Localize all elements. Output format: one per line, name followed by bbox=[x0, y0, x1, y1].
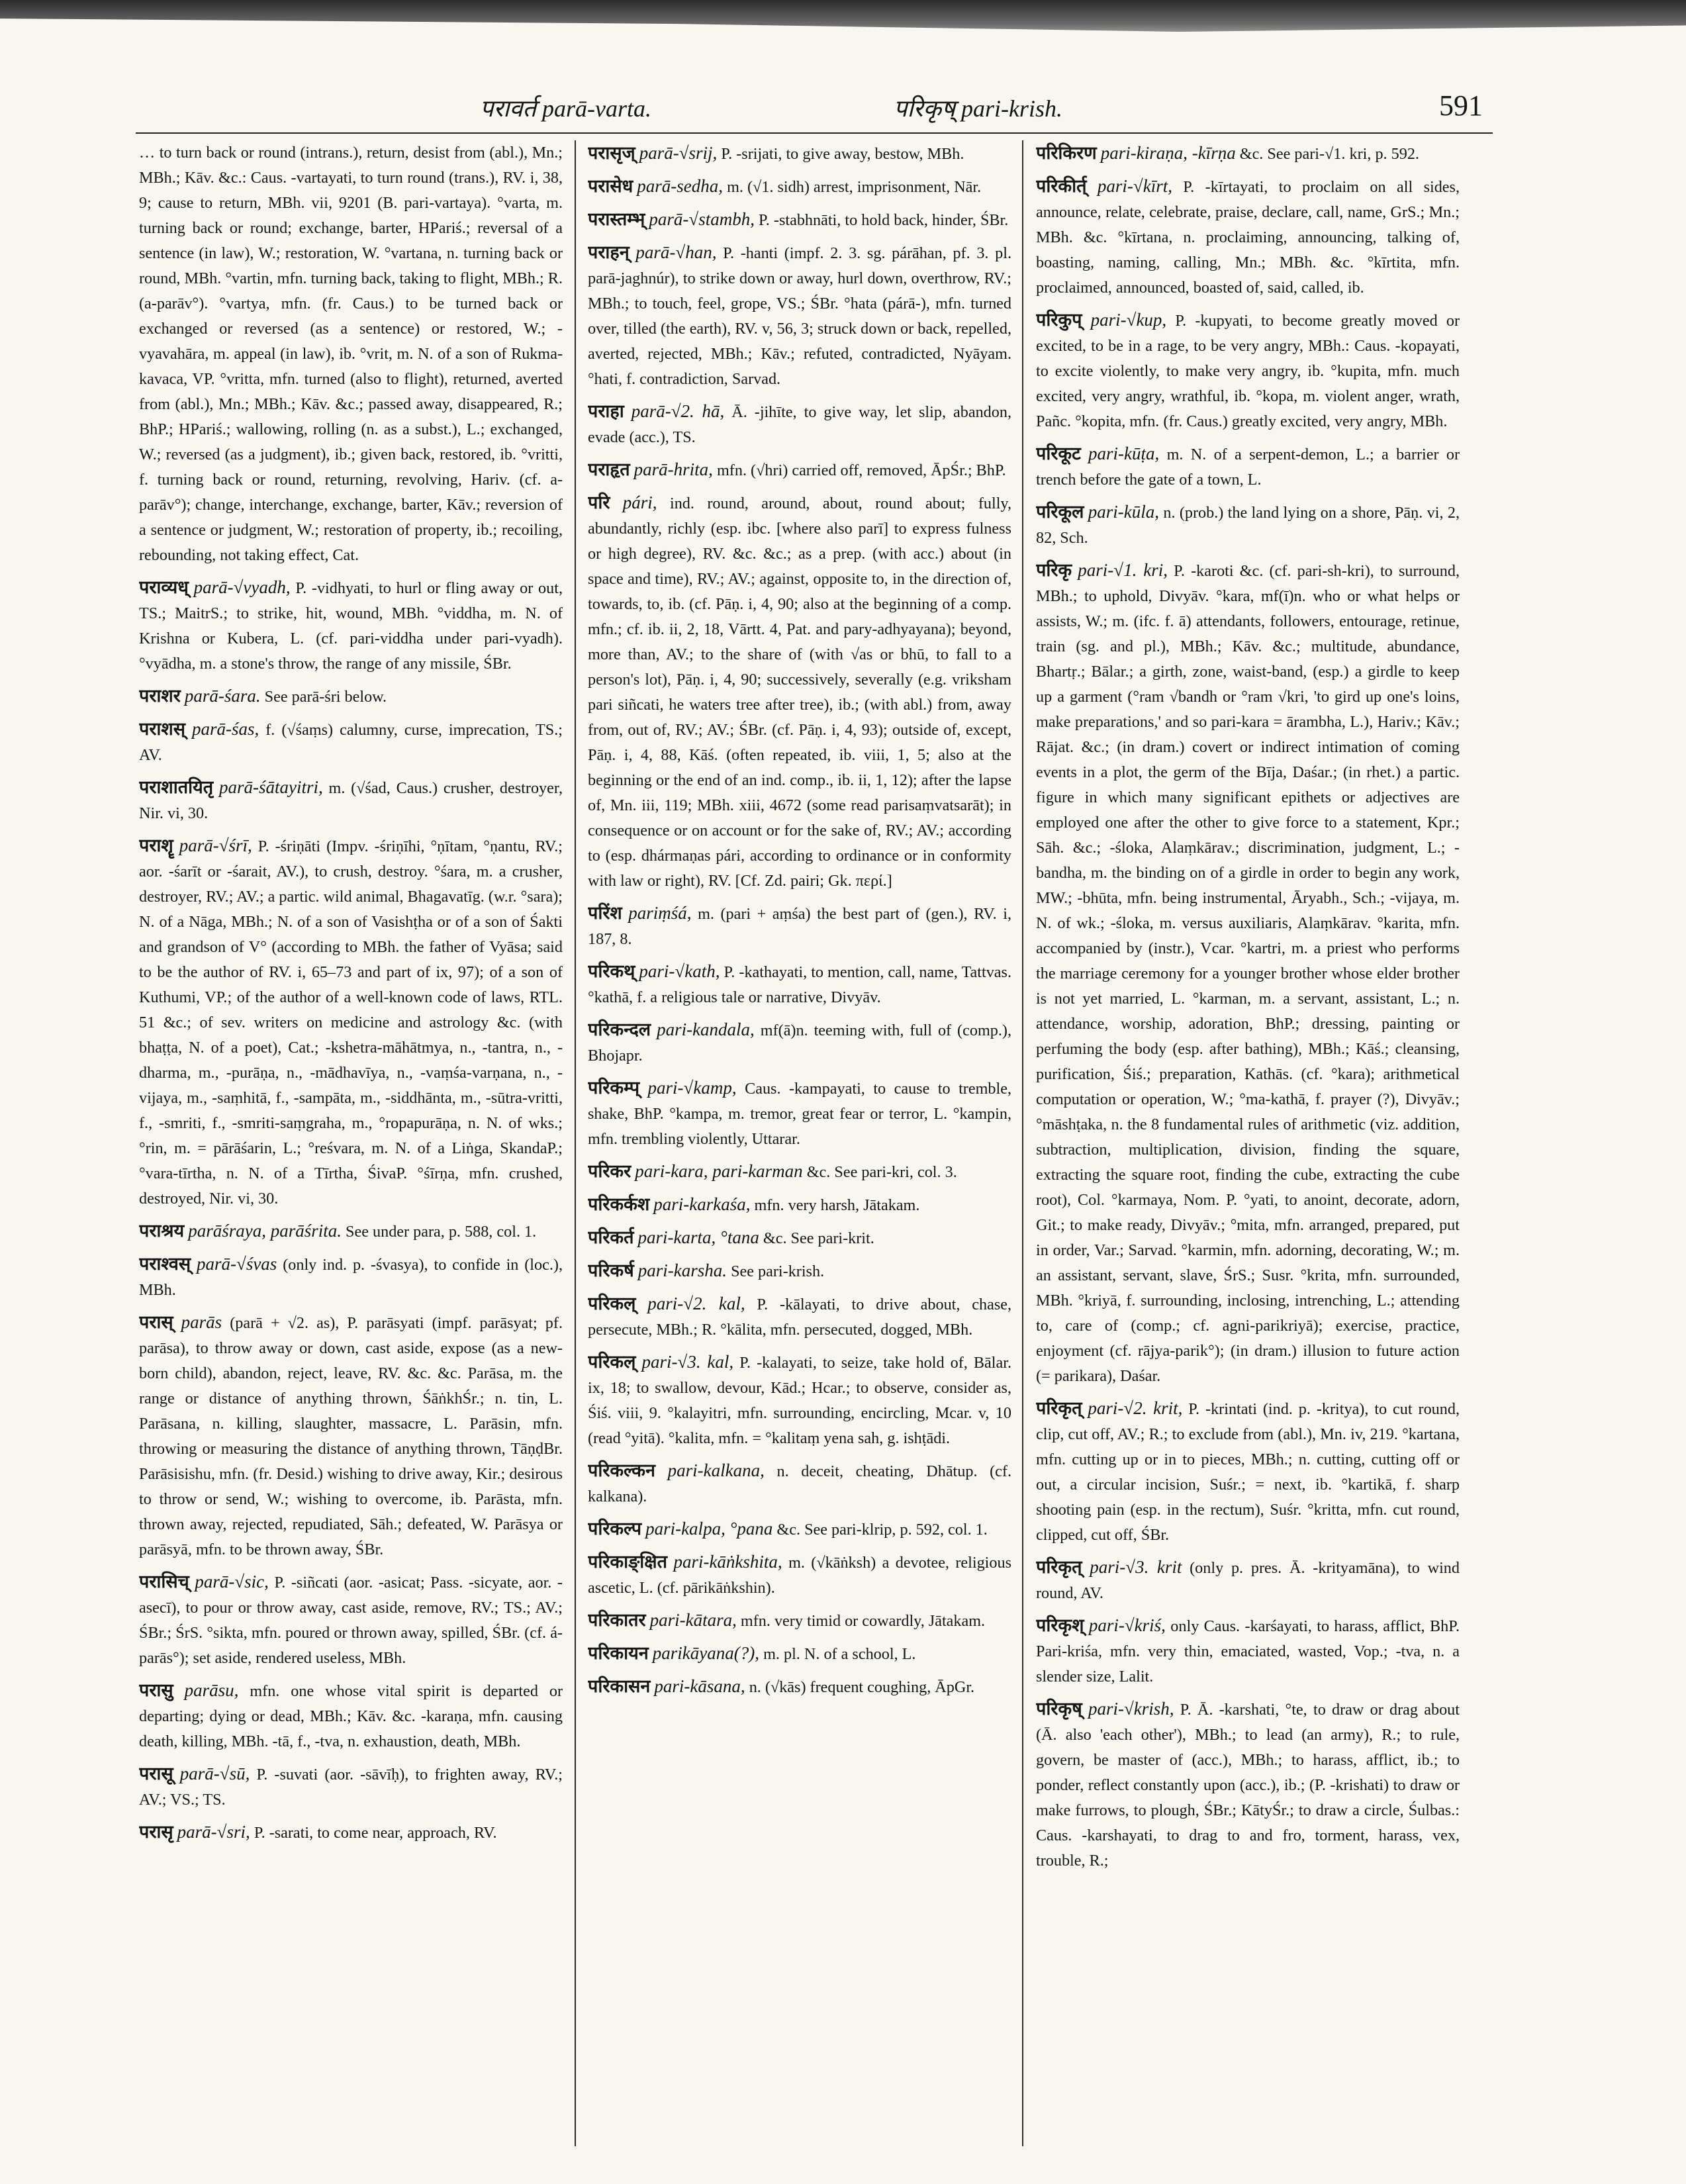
entry-definition: P. -sarati, to come near, approach, RV. bbox=[254, 1824, 497, 1842]
column-divider bbox=[575, 140, 576, 2146]
dictionary-entry bbox=[1036, 1696, 1460, 1874]
entry-headword: परिकम्प् bbox=[588, 1078, 640, 1098]
column-1 bbox=[139, 140, 563, 2153]
entry-headword: परास्तम्भ् bbox=[588, 209, 645, 230]
dictionary-entry bbox=[588, 1291, 1011, 1343]
entry-transliteration: parāsu, bbox=[184, 1680, 239, 1700]
entry-definition: mfn. (√hri) carried off, removed, ĀpŚr.; BhP. bbox=[716, 461, 1006, 479]
dictionary-entry bbox=[1036, 307, 1460, 434]
entry-definition: P. -kalayati, to seize, take hold of, Bālar. ix, 18; to swallow, devour, Kād.; Hcar.; to observe, consider as, Śiś. viii, 9. °kalayitri, mfn. surrounding, encircling, Mcar. v, 10 (read °yitā). °kalita, mfn. = °kalitaṃ yena sah, g. ishṭādi. bbox=[588, 1354, 1011, 1447]
entry-transliteration: parā-√srij, bbox=[639, 143, 718, 163]
entry-transliteration: parā-√śrī, bbox=[179, 835, 252, 855]
dictionary-entry bbox=[1036, 1396, 1460, 1548]
entry-transliteration: pari-√2. krit, bbox=[1088, 1398, 1183, 1418]
entry-headword: परिकृत् bbox=[1036, 1398, 1082, 1419]
entry-headword: परिकिरण bbox=[1036, 143, 1097, 164]
entry-headword: परिकीर्त् bbox=[1036, 176, 1087, 197]
entry-transliteration: pari-kātara, bbox=[649, 1610, 737, 1630]
entry-definition: P. -stabhnāti, to hold back, hinder, ŚBr. bbox=[759, 211, 1009, 229]
entry-headword: पराहृत bbox=[588, 459, 630, 480]
entry-definition: &c. See pari-krit. bbox=[763, 1229, 874, 1247]
dictionary-entry bbox=[588, 1017, 1011, 1068]
entry-transliteration: parā-sedha, bbox=[637, 176, 724, 196]
entry-headword: पराशॄ bbox=[139, 835, 173, 856]
entry-transliteration: pari-√3. kal, bbox=[641, 1352, 734, 1372]
dictionary-entry bbox=[588, 207, 1011, 233]
entry-headword: पराहन् bbox=[588, 242, 630, 263]
entry-headword: परिकल् bbox=[588, 1294, 636, 1314]
entry-headword: परास् bbox=[139, 1312, 173, 1333]
entry-definition: m. (√kāṅksh) a devotee, religious ascetic, L. (cf. pārikāṅkshin). bbox=[588, 1554, 1011, 1597]
column-3 bbox=[1036, 140, 1460, 2153]
dictionary-entry bbox=[588, 457, 1011, 483]
entry-transliteration: pari-kara, pari-karman bbox=[635, 1161, 803, 1181]
entry-transliteration: pari-√kup, bbox=[1090, 310, 1167, 330]
entry-transliteration: parā-hrita, bbox=[633, 459, 713, 479]
entry-definition: P. -suvati (aor. -sāvīḥ), to frighten away, RV.; AV.; VS.; TS. bbox=[139, 1766, 563, 1809]
entry-transliteration: pari-√kamp, bbox=[647, 1078, 737, 1098]
entry-definition: n. deceit, cheating, Dhātup. (cf. kalkana). bbox=[588, 1462, 1011, 1505]
entry-headword: परिकातर bbox=[588, 1610, 646, 1631]
dictionary-entry bbox=[588, 1607, 1011, 1634]
entry-transliteration: pari-karta, °tana bbox=[637, 1227, 759, 1247]
dictionary-entry bbox=[139, 1251, 563, 1303]
dictionary-entry bbox=[588, 399, 1011, 450]
entry-headword: परिकल्प bbox=[588, 1519, 642, 1539]
entry-definition: P. -kupyati, to become greatly moved or excited, to be in a rage, to be very angry, MBh.: Caus. -kopayati, to excite violently, to make very angry, ib. °kupita, mfn. much excited, very angry, wrathful, ib. °kopa, m. violent anger, wrath, Pañc. °kopita, mfn. (fr. Caus.) greatly excited, very angry, MBh. bbox=[1036, 312, 1460, 430]
entry-headword: परिकायन bbox=[588, 1643, 649, 1664]
entry-transliteration: pari-kiraṇa, -kīrṇa bbox=[1100, 143, 1236, 163]
dictionary-entry bbox=[139, 1569, 563, 1671]
dictionary-entry bbox=[139, 140, 563, 568]
dictionary-entry bbox=[139, 1761, 563, 1813]
entry-headword: परिकूट bbox=[1036, 444, 1081, 464]
entry-transliteration: parā-√2. hā, bbox=[631, 401, 725, 421]
dictionary-entry bbox=[588, 1516, 1011, 1543]
entry-transliteration: pari-√krish, bbox=[1088, 1699, 1174, 1719]
entry-definition: &c. See pari-klrip, p. 592, col. 1. bbox=[776, 1521, 988, 1539]
dictionary-entry bbox=[588, 490, 1011, 894]
entry-transliteration: pariṃśá, bbox=[628, 903, 692, 923]
entry-transliteration: parā-√vyadh, bbox=[193, 577, 291, 597]
dictionary-entry bbox=[588, 1640, 1011, 1667]
dictionary-entry bbox=[588, 900, 1011, 952]
entry-definition: (only ind. p. -śvasya), to confide in (loc.), MBh. bbox=[139, 1256, 563, 1299]
entry-definition: mf(ā)n. teeming with, full of (comp.), Bhojapr. bbox=[588, 1021, 1011, 1065]
dictionary-entry bbox=[588, 140, 1011, 167]
entry-headword: पराशर bbox=[139, 686, 181, 706]
entry-transliteration: parās bbox=[181, 1312, 222, 1332]
entry-definition: … to turn back or round (intrans.), return, desist from (abl.), Mn.; MBh.; Kāv. &c.: Caus. -vartayati, to turn round (trans.), RV. i, 38, 9; cause to return, MBh. vii, 9201 (B. pari-vartaya). °varta, m. turning back or round; exchange, barter, HPariś.; reversal of a sentence (in law), W.; restoration, W. °vartana, n. turning back or round, MBh. °vartin, mfn. turning back, taking to flight, MBh.; R. (a-parāv°). °vartya, mfn. (fr. Caus.) to be turned back or exchanged or reversed (as a sentence) or restored, W.; -vyavahāra, m. appeal (in law), ib. °vrit, m. N. of a son of Rukma-kavaca, VP. °vritta, mfn. turned (also to flight), returned, averted from (abl.), Mn.; MBh.; Kāv. &c.; passed away, disappeared, R.; BhP.; HPariś.; wallowing, rolling (n. as a subst.), L.; exchanged, W.; reversed (as a judgment), ib.; given back, restored, ib. °vritti, f. turning back or round, returning, revolving, Hariv. (cf. a-parāv°); change, interchange, exchange, barter, Kāv.; reversion of a sentence or judgment, W.; restoration of property, ib.; recoiling, rebounding, not taking effect, Cat. bbox=[139, 144, 563, 564]
entry-definition: P. -śriṇāti (Impv. -śriṇīhi, °ṇītam, °ṇantu, RV.; aor. -śarīt or -śarait, AV.), to crush, destroy. °śara, m. a crusher, destroyer, RV.; AV.; a partic. wild animal, Bhagavatīg. (w.r. °sara); N. of a Nāga, MBh.; N. of a son of Vasishṭha or of a son of Śakti and grandson of V° (according to MBh. the father of Vyāsa; said to be the author of RV. i, 65–73 and part of ix, 97); of a son of Kuthumi, VP.; of the author of a well-known code of laws, RTL. 51 &c.; of sev. writers on medicine and astrology &c. (with bhaṭṭa, N. of a poet), Cat.; -kshetra-māhātmya, n., -tantra, n., -dharma, m., -purāṇa, n., -mādhavīya, n., -vaṃśa-varṇana, n., -vijaya, m., -saṃhitā, f., -sampāta, m., -siddhānta, m., -sūtra-vritti, f., -smriti, f., -smriti-saṃgraha, m., °ropapurāṇa, n. N. of wks.; °rin, m. = pārāśarin, L.; °reśvara, m. N. of a Liṅga, SkandaP.; °vara-tīrtha, n. N. of a Tīrtha, ŚivaP. °śīrṇa, mfn. crushed, destroyed, Nir. vi, 30. bbox=[139, 837, 563, 1208]
entry-definition: P. -krintati (ind. p. -kritya), to cut round, clip, cut off, AV.; R.; to exclude from (abl.), Mn. iv, 219. °kartana, mfn. cutting up or in to pieces, MBh.; n. cutting, cutting off or out, a circular incision, Suśr.; = next, ib. °kartikā, f. sharp shooting pain (esp. in the rectum), Suśr. °kritta, mfn. cut round, clipped, cut off, ŚBr. bbox=[1036, 1400, 1460, 1544]
entry-headword: परिकूल bbox=[1036, 502, 1084, 522]
entry-headword: परासू bbox=[139, 1764, 173, 1784]
header-rule bbox=[136, 132, 1493, 134]
entry-headword: परिकाङ्क्षित bbox=[588, 1552, 668, 1572]
entry-definition: m. N. of a serpent-demon, L.; a barrier or trench before the gate of a town, L. bbox=[1036, 446, 1460, 489]
entry-headword: परिकृष् bbox=[1036, 1699, 1082, 1719]
entry-headword: परासृ bbox=[139, 1822, 173, 1842]
entry-definition: See parā-śri below. bbox=[264, 688, 387, 706]
entry-definition: f. (√śaṃs) calumny, curse, imprecation, TS.; AV. bbox=[139, 721, 563, 764]
entry-transliteration: parā-√sū, bbox=[179, 1764, 250, 1783]
dictionary-entry bbox=[588, 1159, 1011, 1185]
entry-transliteration: pari-√kriś, bbox=[1088, 1615, 1166, 1635]
entry-transliteration: parā-√sri, bbox=[177, 1822, 250, 1842]
dictionary-entry bbox=[1036, 140, 1460, 167]
entry-transliteration: parā-śātayitri, bbox=[218, 777, 323, 797]
entry-definition: mfn. very timid or cowardly, Jātakam. bbox=[740, 1612, 986, 1630]
entry-transliteration: pari-√kath, bbox=[639, 961, 720, 981]
entry-definition: m. (√śad, Caus.) crusher, destroyer, Nir. vi, 30. bbox=[139, 779, 563, 822]
dictionary-entry bbox=[139, 575, 563, 677]
entry-transliteration: parāśraya, parāśrita. bbox=[188, 1221, 342, 1241]
scan-edge-shadow bbox=[0, 0, 1686, 53]
dictionary-entry bbox=[139, 775, 563, 826]
entry-headword: परिकासन bbox=[588, 1676, 651, 1697]
entry-headword: परिकुप् bbox=[1036, 310, 1082, 330]
entry-transliteration: pari-√kīrt, bbox=[1097, 176, 1172, 196]
entry-headword: परिकल् bbox=[588, 1352, 636, 1372]
entry-headword: परिकल्कन bbox=[588, 1460, 656, 1481]
dictionary-entry bbox=[139, 833, 563, 1211]
entry-transliteration: pari-kalkana, bbox=[667, 1460, 765, 1480]
dictionary-entry bbox=[1036, 441, 1460, 493]
entry-transliteration: parā-śara. bbox=[184, 686, 261, 706]
entry-transliteration: pari-√1. kri, bbox=[1078, 560, 1168, 580]
entry-definition: P. -kālayati, to drive about, chase, persecute, MBh.; R. °kālita, mfn. persecuted, dogged, MBh. bbox=[588, 1296, 1011, 1339]
entry-definition: P. -siñcati (aor. -asicat; Pass. -sicyate, aor. -asecī), to pour or throw away, cast aside, remove, RV.; TS.; AV.; ŚBr.; ŚrS. °sikta, mfn. poured or thrown away, spilled, ŚBr. (cf. á-parās°); set aside, rendered useless, MBh. bbox=[139, 1574, 563, 1667]
entry-headword: परिकृत् bbox=[1036, 1557, 1082, 1578]
entry-headword: पराव्यध् bbox=[139, 577, 189, 598]
dictionary-entry bbox=[1036, 173, 1460, 301]
dictionary-entry bbox=[588, 1458, 1011, 1509]
entry-headword: परिकर्कश bbox=[588, 1194, 650, 1215]
entry-headword: परासिच् bbox=[139, 1572, 189, 1592]
entry-headword: पराशस् bbox=[139, 719, 185, 739]
entry-headword: परासेध bbox=[588, 176, 633, 197]
entry-transliteration: parikāyana(?), bbox=[652, 1643, 760, 1663]
entry-definition: P. -vidhyati, to hurl or fling away or out, TS.; MaitrS.; to strike, hit, wound, MBh. °viddha, m. N. of Krishna or Kubera, L. (cf. pari-viddha under pari-vyadh). °vyādha, m. a stone's throw, the range of any missile, ŚBr. bbox=[139, 579, 563, 673]
entry-transliteration: parā-√śvas bbox=[197, 1254, 277, 1274]
entry-headword: परिंश bbox=[588, 903, 622, 924]
entry-definition: See under para, p. 588, col. 1. bbox=[346, 1223, 537, 1241]
entry-definition: See pari-krish. bbox=[731, 1262, 825, 1280]
entry-headword: पराश्रय bbox=[139, 1221, 185, 1241]
entry-headword: परिकृश् bbox=[1036, 1615, 1084, 1636]
entry-headword: पराशातयितृ bbox=[139, 777, 214, 798]
entry-headword: परिकृ bbox=[1036, 560, 1072, 581]
entry-transliteration: pari-kūla, bbox=[1088, 502, 1160, 522]
dictionary-entry bbox=[588, 1225, 1011, 1251]
entry-transliteration: pari-√3. krit bbox=[1090, 1557, 1182, 1577]
column-divider bbox=[1022, 140, 1023, 2146]
entry-definition: m. pl. N. of a school, L. bbox=[763, 1645, 916, 1663]
column-2 bbox=[588, 140, 1011, 2153]
dictionary-entry bbox=[588, 1549, 1011, 1601]
header-right-guideword: परिकृष् pari-krish. bbox=[894, 95, 1062, 122]
entry-headword: परासृज् bbox=[588, 143, 635, 164]
entry-transliteration: pári, bbox=[622, 493, 657, 512]
dictionary-entry bbox=[588, 1192, 1011, 1218]
entry-definition: (parā + √2. as), P. parāsyati (impf. parāsyat; pf. parāsa), to throw away or down, cast aside, expose (as a new-born child), abandon, reject, leave, RV. &c. &c. Parāsa, m. the range or distance of anything thrown, ŚāṅkhŚr.; n. tin, L. Parāsana, n. killing, slaughter, massacre, L. Parāsin, mfn. throwing or measuring the distance of anything thrown, TāṇḍBr. Parāsisishu, mfn. (fr. Desid.) wishing to drive away, Kir.; desirous to throw or send, W.; wishing to overcome, ib. Parāsta, mfn. thrown away, rejected, repudiated, Sāh.; defeated, W. Parāsya or parāsyā, mfn. to be thrown away, ŚBr. bbox=[139, 1314, 563, 1558]
entry-transliteration: pari-kūṭa, bbox=[1088, 444, 1160, 463]
entry-headword: परिकर bbox=[588, 1161, 632, 1182]
dictionary-entry bbox=[588, 1349, 1011, 1451]
entry-definition: Ā. -jihīte, to give way, let slip, abandon, evade (acc.), TS. bbox=[588, 403, 1011, 446]
page-number: 591 bbox=[1439, 89, 1483, 122]
dictionary-entry bbox=[588, 959, 1011, 1010]
entry-definition: &c. See pari-√1. kri, p. 592. bbox=[1239, 145, 1419, 163]
entry-headword: परिकन्दल bbox=[588, 1020, 651, 1040]
dictionary-entry bbox=[588, 173, 1011, 200]
entry-definition: &c. See pari-kri, col. 3. bbox=[806, 1163, 957, 1181]
entry-transliteration: pari-kāṅkshita, bbox=[673, 1552, 782, 1572]
entry-transliteration: parā-√sic, bbox=[195, 1572, 269, 1591]
entry-definition: P. -srijati, to give away, bestow, MBh. bbox=[721, 145, 964, 163]
dictionary-entry bbox=[139, 683, 563, 710]
entry-definition: P. -hanti (impf. 2. 3. sg. párāhan, pf. 3. pl. parā-jaghnúr), to strike down or away, hurl down, overthrow, RV.; MBh.; to touch, feel, grope, VS.; ŚBr. °hata (párā-), mfn. turned over, tilled (the earth), RV. v, 56, 3; struck down or back, repelled, averted, rejected, MBh.; Kāv.; refuted, contradicted, Nyāyam. °hati, f. contradiction, Sarvad. bbox=[588, 244, 1011, 388]
entry-transliteration: pari-karkaśa, bbox=[653, 1194, 751, 1214]
entry-definition: Caus. -kampayati, to cause to tremble, shake, BhP. °kampa, m. tremor, great fear or terror, L. °kampin, mfn. trembling violently, Uttarar. bbox=[588, 1080, 1011, 1148]
entry-transliteration: parā-śas, bbox=[191, 719, 259, 739]
dictionary-entry bbox=[1036, 1554, 1460, 1606]
entry-transliteration: pari-√2. kal, bbox=[647, 1294, 745, 1313]
entry-headword: परिकर्ष bbox=[588, 1260, 634, 1281]
entry-definition: P. -karoti &c. (cf. pari-sh-kri), to surround, MBh.; to uphold, Divyāv. °kara, mf(ī)n. who or what helps or assists, W.; m. (ifc. f. ā) attendants, followers, entourage, retinue, train (sg. and pl.), MBh.; Kāv. &c.; multitude, abundance, Bhartṛ.; Bālar.; a girth, zone, waist-band, (esp.) a girdle to keep up a garment (°ram √bandh or °ram √kri, 'to gird up one's loins, make preparations,' and so pari-kara = ārambha, L.), Hariv.; Kāv.; Rājat. &c.; (in dram.) covert or indirect intimation of coming events in a plot, the germ of the Bīja, Daśar.; (in rhet.) a partic. figure in which many significant epithets or adjectives are employed one after the other to give force to a statement, Kpr.; Sāh. &c.; -śloka, Alaṃkārav.; discrimination, judgment, L.; -bandha, m. the binding on of a girdle in order to begin any work, MW.; -bhūta, mfn. being instrumental, Āryabh., Sch.; -vijaya, m. N. of wk.; -śloka, m. versus auxiliaris, Alaṃkārav. °karita, mfn. accompanied by (instr.), Vcar. °kartri, m. a priest who performs the marriage ceremony for a younger brother whose elder brother is not yet married, L. °karman, m. a servant, assistant, L.; n. attendance, worship, adoration, BhP.; dressing, painting or perfuming the body (esp. after bathing), MBh.; Kāś.; cleansing, purification, Śiś.; preparation, Kathās. (cf. °kara); arithmetical computation or operation, W.; °ma-kathā, f. prayer (?), Divyāv.; °māshṭaka, n. the 8 fundamental rules of arithmetic (viz. addition, subtraction, multiplication, division, finding the square, extracting the square root, finding the cube, extracting the cube root), Col. °karmaya, Nom. P. °yati, to anoint, decorate, adorn, Git.; to make ready, Divyāv.; °mita, mfn. arranged, prepared, put in order, Var.; Sarvad. °karmin, mfn. adorning, decorating, W.; m. an assistant, servant, slave, ŚrS.; Susr. °krita, mfn. surrounded, MBh. °kriyā, f. surrounding, inclosing, intrenching, L.; attending to, care of (comp.; cf. agni-parikriyā); exercise, practice, enjoyment (cf. rājya-parik°); (in dram.) illusion to future action (= parikara), Daśar. bbox=[1036, 562, 1460, 1385]
entry-definition: P. Ā. -karshati, °te, to draw or drag about (Ā. also 'each other'), MBh.; to lead (an army), R.; to rule, govern, be master of (acc.), MBh.; to harass, afflict, ib.; to ponder, reflect constantly upon (acc.), ib.; (P. -krishati) to draw or make furrows, to plough, ŚBr.; KātyŚr.; to draw a circle, Śulbas.: Caus. -karshayati, to drag to and fro, torment, harass, vex, trouble, R.; bbox=[1036, 1701, 1460, 1870]
entry-transliteration: pari-kandala, bbox=[657, 1020, 755, 1039]
dictionary-entry bbox=[139, 1309, 563, 1562]
entry-transliteration: pari-kāsana, bbox=[654, 1676, 745, 1696]
dictionary-entry bbox=[1036, 557, 1460, 1389]
entry-transliteration: parā-√han, bbox=[635, 242, 717, 262]
entry-headword: परिकर्त bbox=[588, 1227, 634, 1248]
entry-headword: पराश्वस् bbox=[139, 1254, 191, 1274]
dictionary-entry bbox=[139, 716, 563, 768]
entry-headword: परि bbox=[588, 493, 610, 513]
dictionary-entry bbox=[588, 1674, 1011, 1700]
dictionary-entry bbox=[139, 1819, 563, 1846]
entry-transliteration: parā-√stambh, bbox=[649, 209, 755, 229]
entry-definition: only Caus. -karśayati, to harass, afflict, BhP. Pari-kriśa, mfn. very thin, emaciated, wasted, Vop.; -tva, n. a slender size, Lalit. bbox=[1036, 1617, 1460, 1685]
entry-transliteration: pari-karsha. bbox=[637, 1260, 727, 1280]
entry-definition: mfn. very harsh, Jātakam. bbox=[754, 1196, 920, 1214]
dictionary-entry bbox=[139, 1678, 563, 1754]
dictionary-entry bbox=[588, 1258, 1011, 1284]
header-left-guideword: पराव‍र्त parā-varta. bbox=[480, 95, 652, 122]
entry-headword: परासु bbox=[139, 1680, 173, 1701]
entry-definition: P. -kathayati, to mention, call, name, Tattvas. °kathā, f. a religious tale or narrative, Divyāv. bbox=[588, 963, 1011, 1006]
entry-definition: m. (√1. sidh) arrest, imprisonment, Nār. bbox=[727, 178, 982, 196]
dictionary-entry bbox=[588, 240, 1011, 392]
entry-headword: पराहा bbox=[588, 401, 624, 422]
dictionary-entry bbox=[139, 1218, 563, 1245]
entry-definition: m. (pari + aṃśa) the best part of (gen.), RV. i, 187, 8. bbox=[588, 905, 1011, 948]
dictionary-entry bbox=[1036, 1613, 1460, 1689]
entry-definition: ind. round, around, about, round about; fully, abundantly, richly (esp. ibc. [where also parī] to express fulness or high degree), RV. &c. &c.; as a prep. (with acc.) about (in space and time), RV.; AV.; against, opposite to, in the direction of, towards, to, ib. (cf. Pāṇ. i, 4, 90; also at the beginning of a comp. mfn.; cf. ib. ii, 2, 18, Vārtt. 4, Pat. and pary-adhyayana); beyond, more than, AV.; to the share of (with √as or bhū, to fall to a person's lot), Pāṇ. i, 4, 90; successively, severally (e.g. vriksham pari siñcati, he waters tree after tree), ib.; (with abl.) from, away from, out of, RV.; AV.; ŚBr. (cf. Pāṇ. i, 4, 93); outside of, except, Pāṇ. i, 4, 88, Kāś. (often repeated, ib. viii, 1, 5; also at the beginning or the end of an ind. comp., ib. ii, 1, 12); after the lapse of, Mn. iii, 119; MBh. xiii, 4672 (some read parisaṃvatsarāt); in consequence or on account or for the sake of, RV.; AV.; according to (esp. dhármaṇas pári, according to ordinance or in conformity with law or right), RV. [Cf. Zd. pairi; Gk. περί.] bbox=[588, 495, 1011, 890]
entry-definition: n. (√kās) frequent coughing, ĀpGr. bbox=[749, 1678, 975, 1696]
entry-definition: n. (prob.) the land lying on a shore, Pāṇ. vi, 2, 82, Sch. bbox=[1036, 504, 1460, 547]
entry-definition: P. -kīrtayati, to proclaim on all sides, announce, relate, celebrate, praise, declare, call, name, GrS.; Mn.; MBh. &c. °kīrtana, n. proclaiming, announcing, talking of, boasting, naming, calling, Mn.; MBh. &c. °kīrtita, mfn. proclaimed, announced, boasted of, said, called, ib. bbox=[1036, 178, 1460, 297]
entry-headword: परिकथ् bbox=[588, 961, 635, 982]
page-header bbox=[99, 91, 1483, 128]
dictionary-entry bbox=[588, 1075, 1011, 1152]
entry-transliteration: pari-kalpa, °pana bbox=[645, 1519, 773, 1539]
dictionary-entry bbox=[1036, 499, 1460, 551]
entry-definition: mfn. one whose vital spirit is departed or departing; dying or dead, MBh.; Kāv. &c. -karaṇa, mfn. causing death, killing, MBh. -tā, f., -tva, n. exhaustion, death, MBh. bbox=[139, 1682, 563, 1750]
entry-definition: (only p. pres. Ā. -krityamāna), to wind round, AV. bbox=[1036, 1559, 1460, 1602]
